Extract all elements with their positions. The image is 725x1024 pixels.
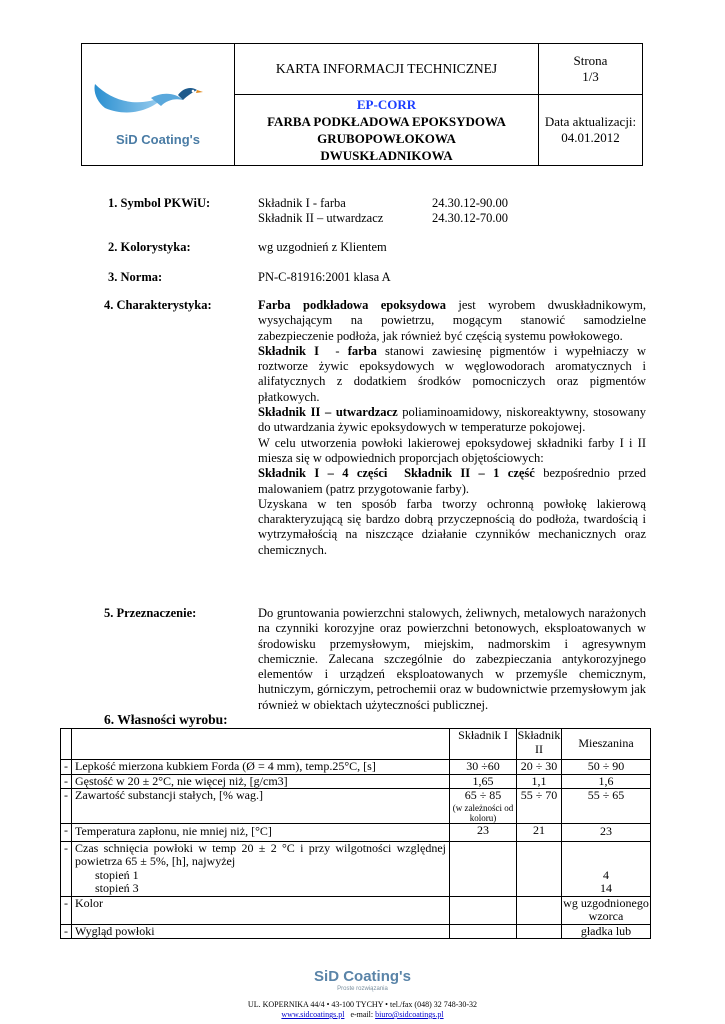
row-c1	[450, 924, 517, 939]
char-p5-text: bezpośrednio przed malowaniem (patrz przygotowanie farby).	[258, 466, 646, 496]
row-c3: 23	[562, 823, 651, 841]
row-c2: 1,1	[517, 774, 562, 789]
row-sub-1: stopień 1	[95, 867, 139, 882]
footer-logo: SiD Coating's	[314, 968, 411, 985]
char-p1-bold: Farba podkładowa epoksydowa	[258, 298, 447, 312]
row-c2	[517, 924, 562, 939]
row-c2: 55 ÷ 70	[517, 789, 562, 824]
header-component-2: Składnik II	[517, 729, 562, 760]
row-c1	[450, 841, 517, 896]
page-label: Strona	[573, 53, 608, 68]
footer-address: UL. KOPERNIKA 44/4 • 43-100 TYCHY • tel./fax (048) 32 748-30-32	[247, 1000, 478, 1009]
row-c3: gładka lub	[562, 924, 651, 939]
update-date: 04.01.2012	[561, 130, 620, 145]
product-desc-2: GRUBOPOWŁOKOWA	[317, 130, 456, 146]
char-p2-text: stanowi zawiesinę pigmentów i wypełniaczy w roztworze żywic epoksydowych w węglowodorach aromatycznych i alifatycznych z dodatkiem środków pomocniczych oraz pigmentów płatkowych.	[258, 343, 646, 404]
row-c2	[517, 841, 562, 896]
char-paragraph-4: W celu utworzenia powłoki lakierowej epoksydowej składniki farby I i II miesza się w odpowiednich proporcjach objętościowych:	[258, 435, 646, 465]
footer-website-link[interactable]: www.sidcoatings.pl	[281, 1010, 345, 1019]
section-4-label: 4. Charakterystyka:	[104, 298, 212, 312]
char-paragraph-1	[258, 298, 646, 344]
row-desc: Wygląd powłoki	[72, 924, 450, 939]
row-c3: 1,6	[562, 774, 651, 789]
header-empty-dash	[61, 729, 72, 760]
row-desc: Kolor	[72, 896, 450, 924]
header-table	[81, 43, 643, 166]
row-c3a: 4	[603, 867, 609, 882]
component-2-name: Składnik II – utwardzacz	[258, 211, 384, 225]
row-desc: Gęstość w 20 ± 2°C, nie więcej niż, [g/cm3]	[72, 774, 450, 789]
section-2-value: wg uzgodnień z Klientem	[258, 240, 387, 254]
char-p1-text: jest wyrobem dwuskładnikowym, wysychającym na powietrzu, mogącym stanowić samodzielne zabezpieczenie podłoża, jak również być częścią systemu powłokowego.	[258, 298, 646, 343]
row-dash: -	[61, 789, 72, 824]
table-row	[61, 760, 651, 775]
char-p2-bold1: Składnik I	[258, 343, 319, 358]
component-1-code: 24.30.12-90.00	[432, 196, 509, 210]
section-3-value: PN-C-81916:2001 klasa A	[258, 270, 391, 284]
char-p3-bold: Składnik II – utwardzacz	[258, 405, 398, 420]
header-empty-desc	[72, 729, 450, 760]
char-paragraph-2	[258, 344, 646, 405]
row-desc: Temperatura zapłonu, nie mniej niż, [°C]	[72, 823, 450, 841]
row-c3: 50 ÷ 90	[562, 760, 651, 775]
update-label: Data aktualizacji:	[544, 114, 637, 129]
component-2-code: 24.30.12-70.00	[432, 211, 509, 225]
row-desc-cell	[72, 841, 450, 896]
row-dash: -	[61, 841, 72, 896]
row-dash: -	[61, 924, 72, 939]
section-6-label: 6. Własności wyrobu:	[104, 712, 228, 727]
row-dash: -	[61, 823, 72, 841]
footer-email-link[interactable]: biuro@sidcoatings.pl	[375, 1010, 444, 1019]
row-c1-note: (w zależności od koloru)	[452, 802, 514, 823]
row-c2	[517, 896, 562, 924]
row-c2: 20 ÷ 30	[517, 760, 562, 775]
row-desc: Czas schnięcia powłoki w temp 20 ± 2 °C i przy wilgotności względnej powietrza 65 ± 5%, [h], najwyżej	[75, 840, 446, 868]
header-component-1: Składnik I	[450, 729, 517, 760]
doc-title: KARTA INFORMACJI TECHNICZNEJ	[235, 44, 539, 95]
product-cell	[235, 95, 539, 166]
table-row	[61, 789, 651, 824]
row-sub-2: stopień 3	[95, 881, 139, 895]
row-c1: 23	[450, 823, 517, 841]
row-dash: -	[61, 896, 72, 924]
char-paragraph-5	[258, 466, 646, 497]
char-p5-bold: Składnik I – 4 części Składnik II – 1 część	[258, 466, 535, 481]
table-row	[61, 774, 651, 789]
update-info	[539, 95, 643, 166]
section-4-text	[258, 298, 646, 558]
table-header-row	[61, 729, 651, 760]
char-paragraph-3	[258, 405, 646, 436]
row-dash: -	[61, 760, 72, 775]
table-row	[61, 841, 651, 896]
section-1-row-1	[258, 196, 346, 211]
table-row	[61, 896, 651, 924]
section-5-label: 5. Przeznaczenie:	[104, 606, 197, 620]
row-c3: 55 ÷ 65	[562, 789, 651, 824]
component-1-name: Składnik I - farba	[258, 196, 346, 210]
section-5-text: Do gruntowania powierzchni stalowych, żeliwnych, metalowych narażonych na czynniki korozyjne oraz powierzchni betonowych, eksploatowanych w środowisku przemysłowym, miejskim, nadmorskim i agresywnym chemicznie. Zalecana szczególnie do zabezpieczania antykorozyjnego elementów i urządzeń eksploatowanych w przemyśle chemicznym, hutniczym, górniczym, petrochemii oraz w budownictwie przemysłowym jak również w obiektach użyteczności publicznej.	[258, 606, 646, 712]
page-value: 1/3	[582, 69, 599, 84]
footer-tagline: Proste rozwiązania	[337, 986, 388, 992]
logo-cell	[82, 44, 235, 166]
page-info	[539, 44, 643, 95]
row-c2: 21	[517, 823, 562, 841]
row-desc: Lepkość mierzona kubkiem Forda (Ø = 4 mm), temp.25°C, [s]	[72, 760, 450, 775]
row-c1	[450, 896, 517, 924]
row-c3: wg uzgodnionego wzorca	[563, 895, 649, 923]
char-p2-mid: -	[319, 343, 348, 358]
sid-bird-logo-icon	[83, 62, 233, 142]
row-c1-cell	[450, 789, 517, 824]
section-1-label: 1. Symbol PKWiU:	[108, 196, 211, 210]
row-c1: 65 ÷ 85	[464, 788, 502, 802]
table-row	[61, 924, 651, 939]
section-3-label: 3. Norma:	[108, 270, 163, 284]
properties-table	[60, 728, 651, 939]
footer-email-label: e-mail:	[350, 1010, 374, 1019]
header-mixture: Mieszanina	[562, 729, 651, 760]
row-dash: -	[61, 774, 72, 789]
product-desc-1: FARBA PODKŁADOWA EPOKSYDOWA	[267, 113, 506, 129]
row-desc: Zawartość substancji stałych, [% wag.]	[72, 789, 450, 824]
row-c1: 1,65	[450, 774, 517, 789]
footer-contact	[0, 1010, 725, 1019]
table-row	[61, 823, 651, 841]
logo-text: SiD Coating's	[116, 132, 200, 147]
product-code: EP-CORR	[356, 96, 417, 112]
char-p2-bold2: farba	[347, 343, 377, 358]
row-c3b: 14	[600, 881, 612, 895]
section-2-label: 2. Kolorystyka:	[108, 240, 191, 254]
row-c3-cell	[562, 841, 651, 896]
char-paragraph-6: Uzyskana w ten sposób farba tworzy ochronną powłokę lakierową charakteryzującą się bardzo dobrą przyczepnością do podłoża, twardością i wytrzymałością na niszczące działanie czynników mechanicznych oraz chemicznych.	[258, 496, 646, 557]
row-c1: 30 ÷60	[450, 760, 517, 775]
product-desc-3: DWUSKŁADNIKOWA	[320, 147, 453, 163]
char-p3-text: poliaminoamidowy, niskoreaktywny, stosowany do utwardzania żywic epoksydowych w temperaturze pokojowej.	[258, 405, 646, 435]
